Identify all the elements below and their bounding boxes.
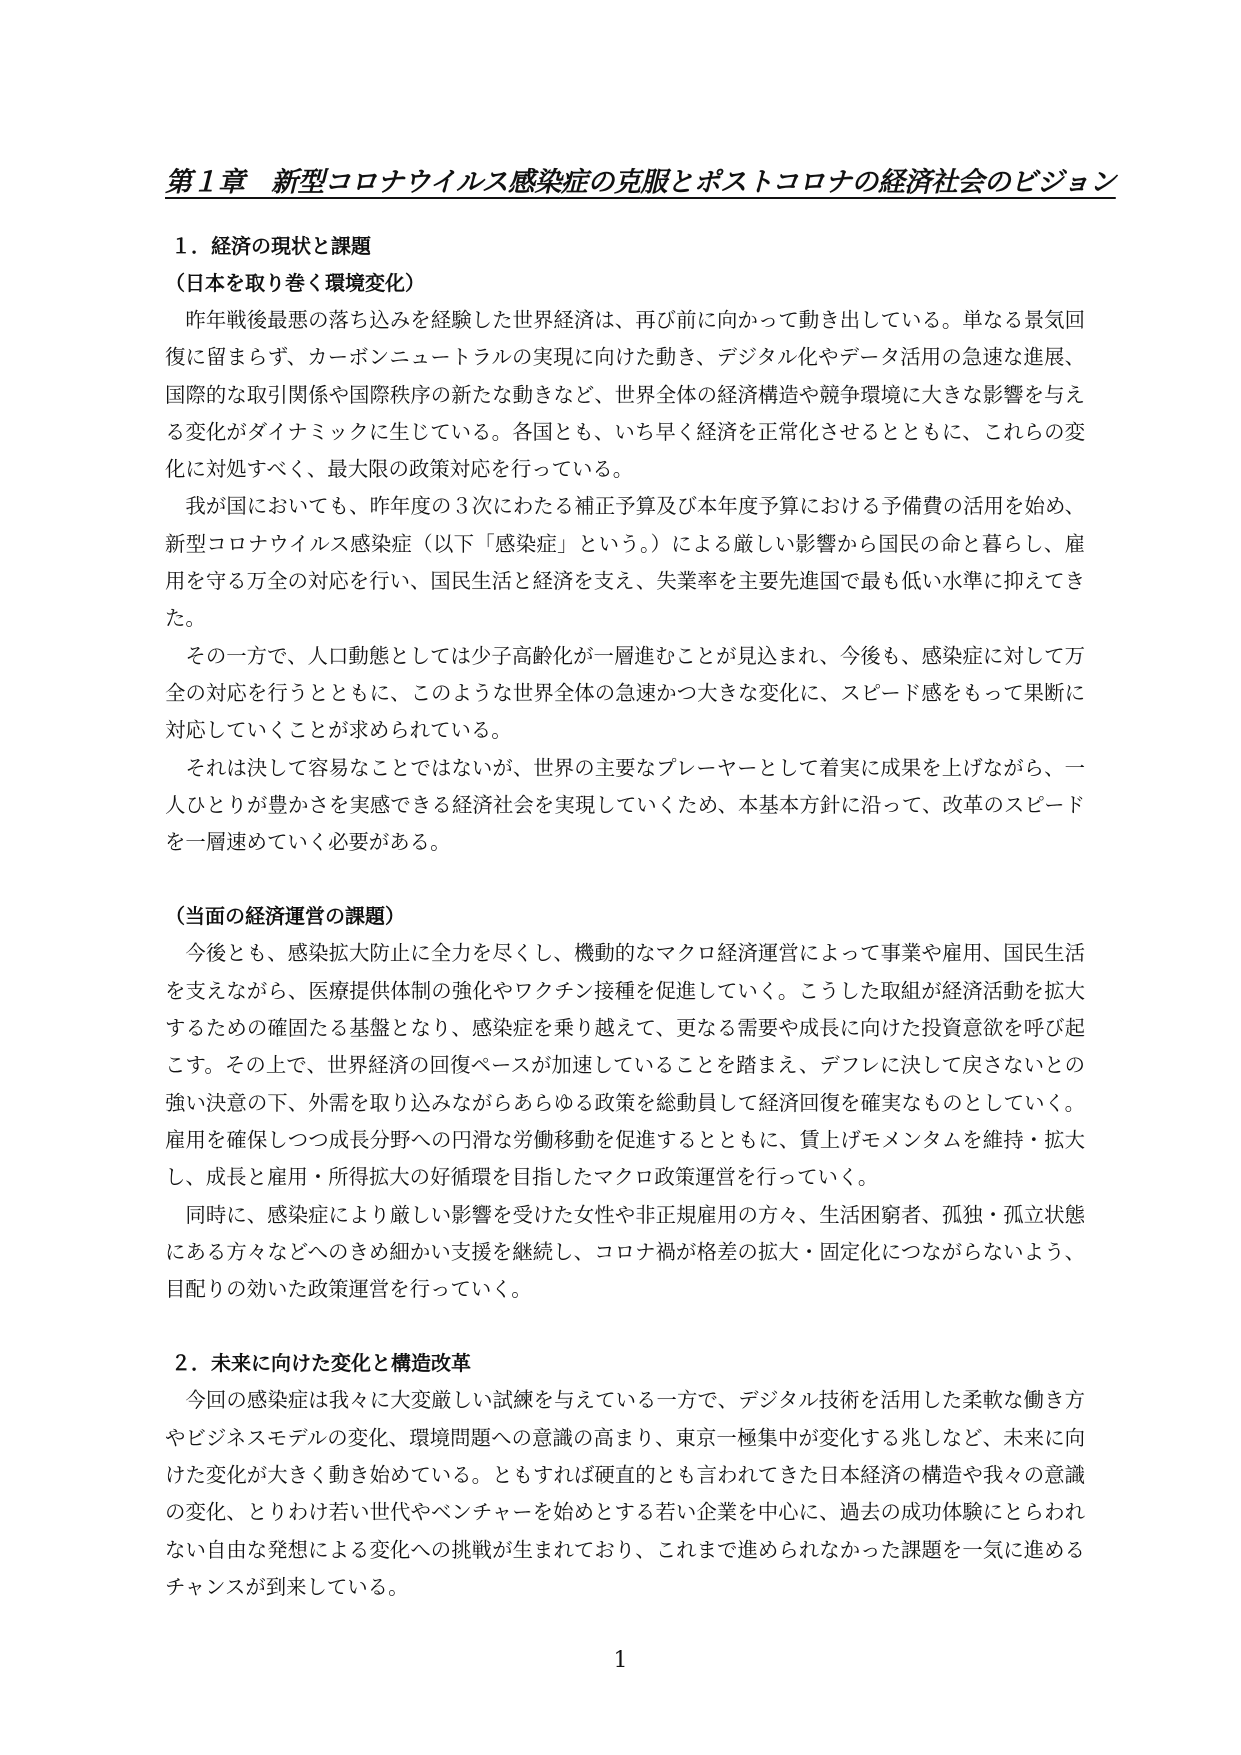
paragraph: 今後とも、感染拡大防止に全力を尽くし、機動的なマクロ経済運営によって事業や雇用、国民生活を支えながら、医療提供体制の強化やワクチン接種を促進していく。こうした取組が経済活動を拡大するための確固たる基盤となり、感染症を乗り越えて、更なる需要や成長に向けた投資意欲を呼び起こす。その上で、世界経済の回復ペースが加速していることを踏まえ、デフレに決して戻さないとの強い決意の下、外需を取り込みながらあらゆる政策を総動員して経済回復を確実なものとしていく。雇用を確保しつつ成長分野への円滑な労働移動を促進するとともに、賃上げモメンタムを維持・拡大し、成長と雇用・所得拡大の好循環を目指したマクロ政策運営を行っていく。 [165,941,1085,1190]
paragraph: 同時に、感染症により厳しい影響を受けた女性や非正規雇用の方々、生活困窮者、孤独・孤立状態にある方々などへのきめ細かい支援を継続し、コロナ禍が格差の拡大・固定化につながらないよう、目配りの効いた政策運営を行っていく。 [165,1202,1085,1302]
paragraph: 昨年戦後最悪の落ち込みを経験した世界経済は、再び前に向かって動き出している。単なる景気回復に留まらず、カーボンニュートラルの実現に向けた動き、デジタル化やデータ活用の急速な進展、国際的な取引関係や国際秩序の新たな動きなど、世界全体の経済構造や競争環境に大きな影響を与える変化がダイナミックに生じている。各国とも、いち早く経済を正常化させるとともに、これらの変化に対処すべく、最大限の政策対応を行っている。 [165,308,1085,482]
section-2-heading: ２．未来に向けた変化と構造改革 [171,1351,471,1376]
subsection-economic-management-heading: （当面の経済運営の課題） [165,904,405,929]
paragraph: 我が国においても、昨年度の３次にわたる補正予算及び本年度予算における予備費の活用を始め、新型コロナウイルス感染症（以下「感染症」という。）による厳しい影響から国民の命と暮らし、雇用を守る万全の対応を行い、国民生活と経済を支え、失業率を主要先進国で最も低い水準に抑えてきた。 [165,494,1085,631]
paragraph: 今回の感染症は我々に大変厳しい試練を与えている一方で、デジタル技術を活用した柔軟な働き方やビジネスモデルの変化、環境問題への意識の高まり、東京一極集中が変化する兆しなど、未来に向けた変化が大きく動き始めている。ともすれば硬直的とも言われてきた日本経済の構造や我々の意識の変化、とりわけ若い世代やベンチャーを始めとする若い企業を中心に、過去の成功体験にとらわれない自由な発想による変化への挑戦が生まれており、これまで進められなかった課題を一気に進めるチャンスが到来している。 [165,1388,1085,1599]
spacer [165,861,1085,898]
subsection-environment-heading: （日本を取り巻く環境変化） [165,271,425,295]
paragraph: その一方で、人口動態としては少子高齢化が一層進むことが見込まれ、今後も、感染症に対して万全の対応を行うとともに、このような世界全体の急速かつ大きな変化に、スピード感をもって果断に対応していくことが求められている。 [165,643,1085,743]
spacer [165,1308,1085,1345]
paragraph: それは決して容易なことではないが、世界の主要なプレーヤーとして着実に成果を上げながら、一人ひとりが豊かさを実感できる経済社会を実現していくため、本基本方針に沿って、改革のスピードを一層速めていく必要がある。 [165,755,1085,855]
document-body [165,228,1085,1606]
page-number: 1 [613,1648,628,1673]
chapter-title: 第１章 新型コロナウイルス感染症の克服とポストコロナの経済社会のビジョン [165,167,1116,198]
section-1-heading: １．経済の現状と課題 [171,234,371,258]
